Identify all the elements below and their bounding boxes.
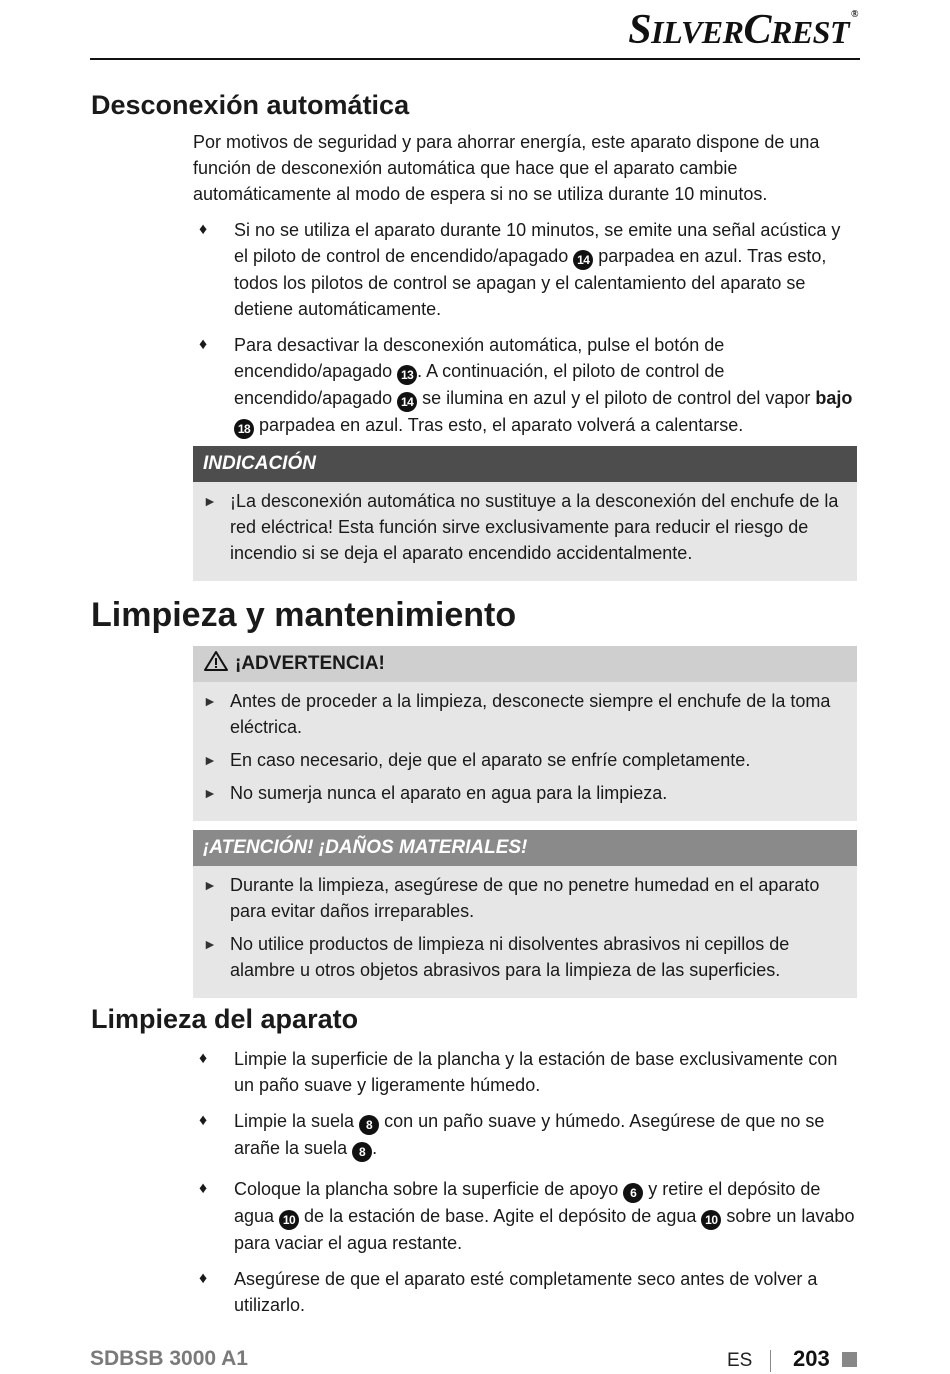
arrow-bullet-icon: ► <box>203 493 217 509</box>
page-number: 203 <box>793 1346 830 1371</box>
section-title-auto-off: Desconexión automática <box>91 90 410 120</box>
caution-box <box>193 830 857 998</box>
arrow-bullet-icon: ► <box>203 752 217 768</box>
device-cleaning-bullets <box>193 1046 859 1328</box>
list-item: ♦ Si no se utiliza el aparato durante 10 minutos, se emite una señal acústica y el piloto de control de encendido/apagado 14 parpadea en azul. Tras esto, todos los pilotos de control se apagan y el calentamiento del aparato se detiene automáticamente. <box>193 217 859 322</box>
diamond-bullet-icon: ♦ <box>199 1050 208 1067</box>
arrow-bullet-icon: ► <box>203 877 217 893</box>
list-item: ♦ Para desactivar la desconexión automática, pulse el botón de encendido/apagado 13 . A continuación, el piloto de control de encendido/apagado 14 se ilumina en azul y el piloto de control del vapor bajo 18 parpadea en azul. Tras esto, el aparato volverá a calentarse. <box>193 332 859 439</box>
list-item: ♦ Limpie la suela 8 con un paño suave y húmedo. Asegúrese de que no se arañe la suela 8 . <box>193 1108 859 1162</box>
footer-square-icon <box>842 1352 857 1367</box>
diamond-bullet-icon: ♦ <box>199 1270 208 1287</box>
list-item: ► ¡La desconexión automática no sustituye a la desconexión del enchufe de la red eléctrica! Esta función sirve exclusivamente para reducir el riesgo de incendio si se deja el aparato encendido accidentalmente. <box>203 488 845 566</box>
list-item: ► En caso necesario, deje que el aparato se enfríe completamente. <box>203 747 845 773</box>
header-rule <box>90 58 860 60</box>
arrow-bullet-icon: ► <box>203 693 217 709</box>
brand-logo: SILVERCREST ® <box>628 7 858 53</box>
auto-off-intro: Por motivos de seguridad y para ahorrar energía, este aparato dispone de una función de desconexión automática que hace que el aparato cambie automáticamente al modo de espera si no se utiliza durante 10 minutos. <box>193 132 820 204</box>
section-title-cleaning: Limpieza y mantenimiento <box>91 596 517 634</box>
ref-number-badge: 14 <box>397 392 417 412</box>
ref-number-badge: 6 <box>623 1183 643 1203</box>
ref-number-badge: 10 <box>279 1210 299 1230</box>
ref-number-badge: 8 <box>352 1142 372 1162</box>
footer-divider <box>770 1350 771 1372</box>
list-item: ♦ Asegúrese de que el aparato esté completamente seco antes de volver a utilizarlo. <box>193 1266 859 1318</box>
list-item: ► No utilice productos de limpieza ni disolventes abrasivos ni cepillos de alambre u otros objetos abrasivos para la limpieza de las superficies. <box>203 931 845 983</box>
list-item: ► No sumerja nunca el aparato en agua para la limpieza. <box>203 780 845 806</box>
note-box <box>193 446 857 581</box>
diamond-bullet-icon: ♦ <box>199 1180 208 1197</box>
ref-number-badge: 10 <box>701 1210 721 1230</box>
note-title: INDICACIÓN <box>193 446 857 482</box>
list-item: ► Antes de proceder a la limpieza, desconecte siempre el enchufe de la toma eléctrica. <box>203 688 845 740</box>
caution-title: ¡ATENCIÓN! ¡DAÑOS MATERIALES! <box>193 830 857 866</box>
section-title-device-cleaning: Limpieza del aparato <box>91 1004 359 1034</box>
diamond-bullet-icon: ♦ <box>199 221 208 238</box>
ref-number-badge: 18 <box>234 419 254 439</box>
diamond-bullet-icon: ♦ <box>199 336 208 353</box>
list-item: ► Durante la limpieza, asegúrese de que no penetre humedad en el aparato para evitar daños irreparables. <box>203 872 845 924</box>
warning-box <box>193 646 857 821</box>
warning-triangle-icon <box>203 650 229 672</box>
ref-number-badge: 14 <box>573 250 593 270</box>
list-item: ♦ Limpie la superficie de la plancha y la estación de base exclusivamente con un paño suave y ligeramente húmedo. <box>193 1046 859 1098</box>
ref-number-badge: 8 <box>359 1115 379 1135</box>
warning-title: ¡ADVERTENCIA! <box>193 646 857 682</box>
footer-model: SDBSB 3000 A1 <box>90 1347 248 1370</box>
list-item: ♦ Coloque la plancha sobre la superficie de apoyo 6 y retire el depósito de agua 10 de la estación de base. Agite el depósito de agua 10 sobre un lavabo para vaciar el agua restante. <box>193 1176 859 1256</box>
arrow-bullet-icon: ► <box>203 785 217 801</box>
diamond-bullet-icon: ♦ <box>199 1112 208 1129</box>
ref-number-badge: 13 <box>397 365 417 385</box>
footer-language: ES <box>727 1350 753 1371</box>
auto-off-bullets <box>193 217 859 449</box>
arrow-bullet-icon: ► <box>203 936 217 952</box>
